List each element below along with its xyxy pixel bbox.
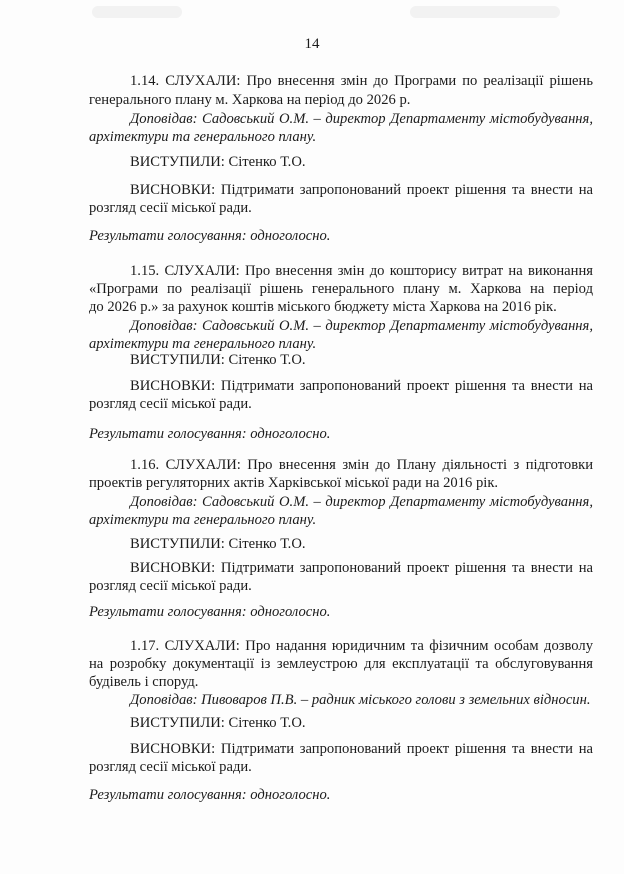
- item-vote: Результати голосування: одноголосно.: [89, 426, 331, 442]
- item-heard-line: проектів регуляторних актів Харківської міської ради на 2016 рік.: [89, 475, 499, 491]
- item-vote: Результати голосування: одноголосно.: [89, 228, 331, 244]
- item-spoke: ВИСТУПИЛИ: Сітенко Т.О.: [130, 154, 306, 170]
- item-spoke: ВИСТУПИЛИ: Сітенко Т.О.: [130, 715, 306, 731]
- scan-smudge: [92, 6, 182, 18]
- item-heard-line: 1.15. СЛУХАЛИ: Про внесення змін до кошторису витрат на виконання: [130, 263, 593, 279]
- item-speaker-line: архітектури та генерального плану.: [89, 129, 317, 145]
- item-heard-line: до 2026 р.» за рахунок коштів міського бюджету міста Харкова на 2016 рік.: [89, 299, 557, 315]
- item-vote: Результати голосування: одноголосно.: [89, 787, 331, 803]
- item-heard-line: 1.16. СЛУХАЛИ: Про внесення змін до Плану діяльності з підготовки: [130, 457, 594, 473]
- item-heard-line: «Програми по реалізації рішень генерального плану м. Харкова на період: [89, 281, 593, 297]
- item-conclusions-line: ВИСНОВКИ: Підтримати запропонований проект рішення та внести на: [130, 182, 593, 198]
- item-conclusions-line: ВИСНОВКИ: Підтримати запропонований проект рішення та внести на: [130, 378, 593, 394]
- item-heard-line: будівель і споруд.: [89, 674, 199, 690]
- item-heard-line: 1.14. СЛУХАЛИ: Про внесення змін до Програми по реалізації рішень: [130, 73, 593, 89]
- scan-smudge: [410, 6, 560, 18]
- item-conclusions-line: розгляд сесії міської ради.: [89, 396, 252, 412]
- item-conclusions-line: ВИСНОВКИ: Підтримати запропонований проект рішення та внести на: [130, 560, 593, 576]
- item-heard-line: 1.17. СЛУХАЛИ: Про надання юридичним та фізичним особам дозволу: [130, 638, 593, 654]
- item-heard-line: генерального плану м. Харкова на період до 2026 р.: [89, 92, 411, 108]
- item-spoke: ВИСТУПИЛИ: Сітенко Т.О.: [130, 352, 306, 368]
- item-speaker-line: Доповідав: Садовський О.М. – директор Департаменту містобудування,: [130, 494, 593, 510]
- item-speaker-line: Доповідав: Садовський О.М. – директор Департаменту містобудування,: [130, 318, 593, 334]
- page-number: 14: [304, 36, 320, 52]
- item-vote: Результати голосування: одноголосно.: [89, 604, 331, 620]
- item-speaker-line: архітектури та генерального плану.: [89, 512, 317, 528]
- item-speaker-line: Доповідав: Пивоваров П.В. – радник міського голови з земельних відносин.: [130, 692, 591, 708]
- item-speaker-line: архітектури та генерального плану.: [89, 336, 317, 352]
- item-conclusions-line: розгляд сесії міської ради.: [89, 578, 252, 594]
- item-heard-line: на розробку документації із землеустрою для експлуатації та обслуговування: [89, 656, 593, 672]
- item-speaker-line: Доповідав: Садовський О.М. – директор Департаменту містобудування,: [130, 111, 593, 127]
- item-conclusions-line: ВИСНОВКИ: Підтримати запропонований проект рішення та внести на: [130, 741, 593, 757]
- item-conclusions-line: розгляд сесії міської ради.: [89, 759, 252, 775]
- item-conclusions-line: розгляд сесії міської ради.: [89, 200, 252, 216]
- item-spoke: ВИСТУПИЛИ: Сітенко Т.О.: [130, 536, 306, 552]
